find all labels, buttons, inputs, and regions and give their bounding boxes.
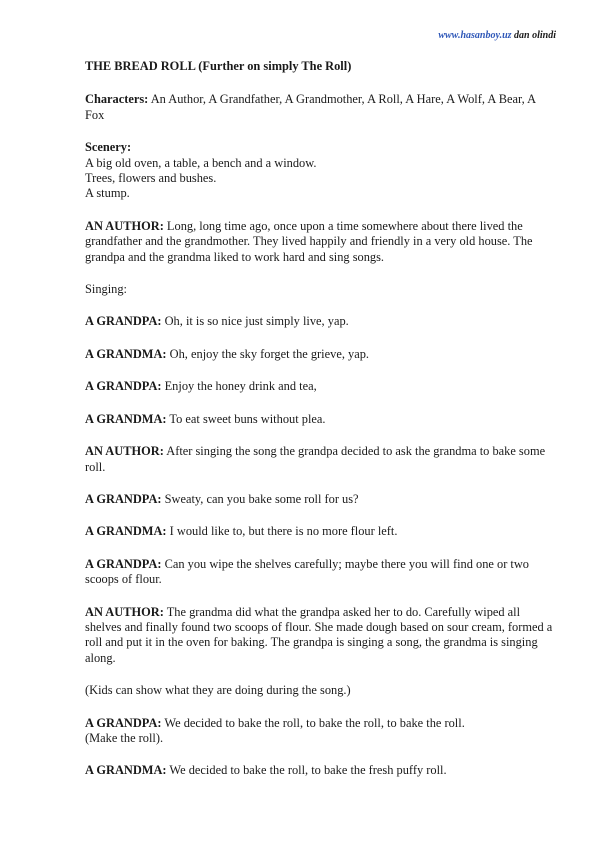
stage-direction: (Make the roll).: [85, 730, 164, 745]
source-link[interactable]: www.hasanboy.uz: [438, 30, 512, 41]
script-line-grandpa: [85, 379, 557, 394]
dialogue-text: After singing the song the grandpa decided to ask the grandma to bake some roll.: [85, 444, 546, 474]
dialogue-text: Long, long time ago, once upon a time somewhere about there lived the grandfather and the grandmother. They lived happily and friendly in a very old house. The grandpa and the grandma liked to work hard and sing songs.: [85, 218, 533, 264]
speaker-label: A GRANDPA:: [85, 556, 162, 571]
script-line-grandpa: [85, 557, 557, 588]
scenery-line: A big old oven, a table, a bench and a window.: [85, 155, 317, 170]
scenery-label: Scenery:: [85, 140, 132, 155]
source-suffix: dan olindi: [511, 30, 556, 41]
scenery-line: Trees, flowers and bushes.: [85, 171, 217, 186]
page-header: [438, 30, 556, 41]
dialogue-text: I would like to, but there is no more flour left.: [166, 524, 398, 539]
dialogue-text: We decided to bake the roll, to bake the roll, to bake the roll.: [161, 715, 465, 730]
speaker-label: AN AUTHOR:: [85, 604, 164, 619]
script-line-grandpa: [85, 716, 557, 747]
speaker-label: A GRANDPA:: [85, 314, 162, 329]
characters-paragraph: [85, 92, 557, 123]
dialogue-text: The grandma did what the grandpa asked her to do. Carefully wiped all shelves and finally found two scoops of flour. She made dough based on sour cream, formed a roll and put it in the oven for baking. The grandpa is singing a song, the grandma is singing along.: [85, 604, 553, 665]
script-line-grandma: [85, 763, 557, 778]
dialogue-text: Sweaty, can you bake some roll for us?: [161, 491, 359, 506]
characters-label: Characters:: [85, 92, 149, 107]
script-line-grandma: [85, 524, 557, 539]
speaker-label: A GRANDMA:: [85, 346, 167, 361]
scenery-line: A stump.: [85, 186, 130, 201]
characters-text: An Author, A Grandfather, A Grandmother, A Roll, A Hare, A Wolf, A Bear, A Fox: [85, 92, 536, 122]
speaker-label: A GRANDMA:: [85, 411, 167, 426]
document-body: [85, 59, 557, 779]
dialogue-text: Can you wipe the shelves carefully; maybe there you will find one or two scoops of flour.: [85, 556, 530, 587]
direction-text: (Kids can show what they are doing during the song.): [85, 683, 351, 698]
dialogue-text: Enjoy the honey drink and tea,: [161, 379, 317, 394]
dialogue-text: We decided to bake the roll, to bake the fresh puffy roll.: [166, 763, 447, 778]
script-line-direction: [85, 282, 557, 297]
dialogue-text: To eat sweet buns without plea.: [166, 411, 326, 426]
document-title: THE BREAD ROLL (Further on simply The Roll): [85, 59, 352, 73]
script-line-grandma: [85, 347, 557, 362]
scenery-section: [85, 140, 557, 202]
script-line-author: [85, 444, 557, 475]
dialogue-text: Oh, it is so nice just simply live, yap.: [161, 314, 349, 329]
direction-text: Singing:: [85, 282, 127, 297]
speaker-label: A GRANDPA:: [85, 715, 162, 730]
script-line-author: [85, 219, 557, 265]
speaker-label: AN AUTHOR:: [85, 218, 164, 233]
script-line-grandpa: [85, 314, 557, 329]
script-line-grandma: [85, 412, 557, 427]
dialogue-text: Oh, enjoy the sky forget the grieve, yap.: [166, 346, 370, 361]
script-line-grandpa: [85, 492, 557, 507]
speaker-label: AN AUTHOR:: [85, 444, 164, 459]
script-line-direction: [85, 683, 557, 698]
speaker-label: A GRANDMA:: [85, 763, 167, 778]
script-line-author: [85, 605, 557, 667]
speaker-label: A GRANDMA:: [85, 524, 167, 539]
speaker-label: A GRANDPA:: [85, 379, 162, 394]
speaker-label: A GRANDPA:: [85, 491, 162, 506]
